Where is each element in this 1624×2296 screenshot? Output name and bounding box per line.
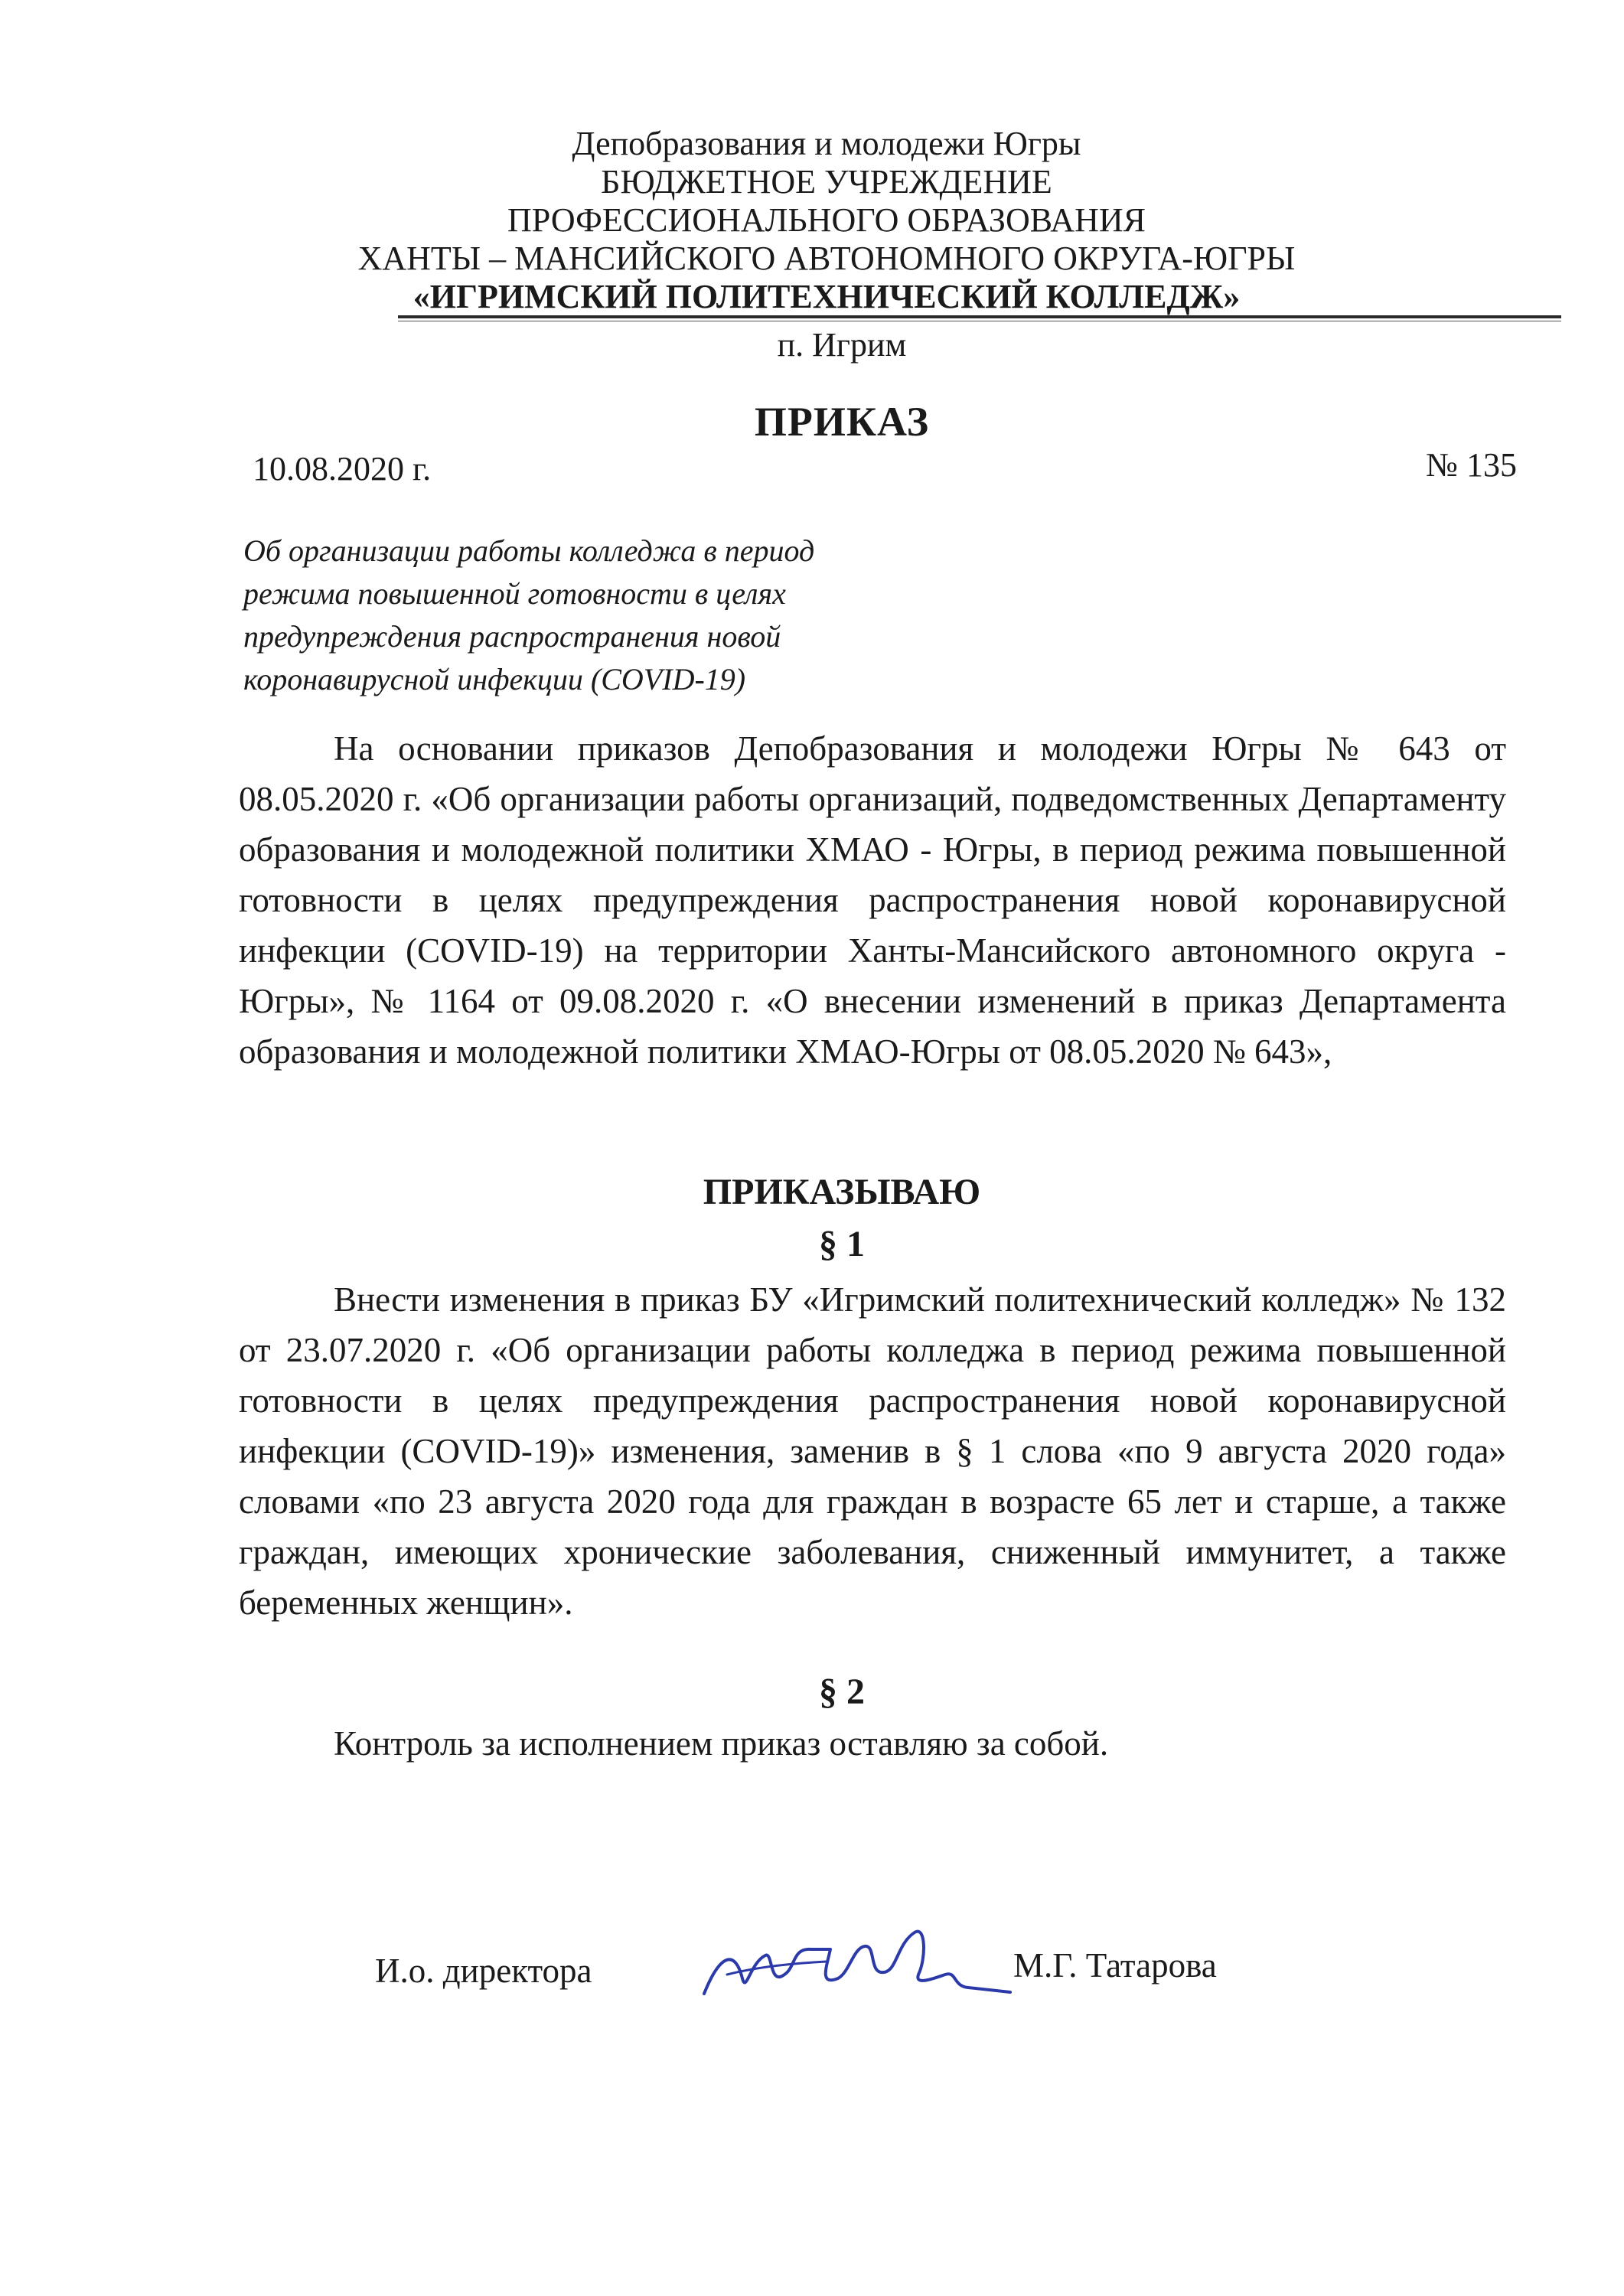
- letterhead-region: ХАНТЫ – МАНСИЙСКОГО АВТОНОМНОГО ОКРУГА-ЮГРЫ: [357, 240, 1296, 277]
- section-1-block: [239, 1274, 1506, 1628]
- section-2-block: [239, 1718, 1506, 1769]
- letterhead: [230, 125, 1423, 316]
- document-title: ПРИКАЗ: [754, 399, 930, 445]
- section-1-paragraph: Внести изменения в приказ БУ «Игримский политехнический колледж» № 132 от 23.07.2020 г. «Об организации работы колледжа в период режима повышенной готовности в целях предупреждения распространения новой коронавирусной инфекции (COVID-19)» изменения, заменив в § 1 слова «по 9 августа 2020 года» словами «по 23 августа 2020 года для граждан в возрасте 65 лет и старше, а также граждан, имеющих хронические заболевания, сниженный иммунитет, а также беременных женщин».: [239, 1280, 1506, 1622]
- section-2-paragraph: Контроль за исполнением приказ оставляю за собой.: [334, 1724, 1109, 1763]
- order-date: 10.08.2020 г.: [253, 450, 432, 488]
- subject-line: Об организации работы колледжа в период: [243, 533, 815, 568]
- letterhead-college-name: «ИГРИМСКИЙ ПОЛИТЕХНИЧЕСКИЙ КОЛЛЕДЖ»: [413, 278, 1241, 315]
- letterhead-education-level: ПРОФЕССИОНАЛЬНОГО ОБРАЗОВАНИЯ: [507, 201, 1146, 239]
- preamble-paragraph: На основании приказов Депобразования и молодежи Югры № 643 от 08.05.2020 г. «Об организации работы организаций, подведомственных Департаменту образования и молодежной политики ХМАО - Югры, в период режима повышенной готовности в целях предупреждения распространения новой коронавирусной инфекции (COVID-19) на территории Ханты-Мансийского автономного округа - Югры», № 1164 от 09.08.2020 г. «О внесении изменений в приказ Департамента образования и молодежной политики ХМАО-Югры от 08.05.2020 № 643»,: [239, 729, 1506, 1071]
- section-1-heading: § 1: [819, 1224, 865, 1264]
- handwritten-signature: [696, 1902, 1018, 2017]
- section-2-heading: § 2: [819, 1671, 865, 1712]
- preamble-block: [239, 723, 1506, 1077]
- letterhead-divider: [398, 315, 1561, 318]
- place-of-issue: п. Игрим: [777, 326, 907, 364]
- order-directive: ПРИКАЗЫВАЮ: [703, 1172, 981, 1212]
- letterhead-department: Депобразования и молодежи Югры: [572, 125, 1081, 162]
- subject-line: режима повышенной готовности в целях: [243, 576, 786, 611]
- signature-stroke: [704, 1932, 1010, 1994]
- letterhead-institution-type: БЮДЖЕТНОЕ УЧРЕЖДЕНИЕ: [601, 163, 1052, 201]
- subject-line: коронавирусной инфекции (COVID-19): [243, 662, 746, 696]
- signatory-name: М.Г. Татарова: [1013, 1946, 1217, 1985]
- subject-line: предупреждения распространения новой: [243, 619, 781, 654]
- order-number: № 135: [1426, 446, 1517, 484]
- order-subject: [243, 530, 902, 701]
- signatory-role: И.о. директора: [375, 1952, 592, 1990]
